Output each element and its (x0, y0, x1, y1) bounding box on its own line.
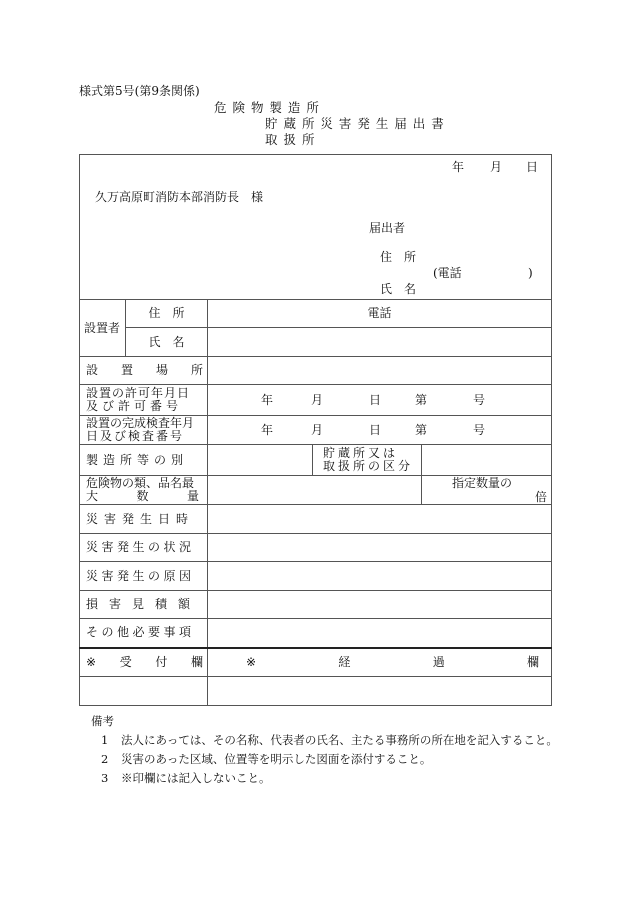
reception-text: ※ 受 付 欄 (86, 654, 203, 669)
addressee: 久万高原町消防本部消防長 様 (95, 190, 264, 204)
storage-division-line2: 取扱所の区分 (323, 459, 414, 473)
progress-mark: ※ (246, 654, 257, 669)
disaster-datetime-label: 災害発生日時 (80, 505, 208, 534)
disaster-cause-field[interactable] (208, 562, 552, 591)
progress-header (208, 648, 552, 677)
other-matters-field[interactable] (208, 619, 552, 648)
facility-type-label: 製造所等の別 (80, 445, 208, 476)
location-text: 設 置 場 所 (86, 363, 203, 377)
inspection-label (80, 416, 208, 445)
notes-section (91, 712, 558, 788)
notifier-name-label: 氏 名 (380, 282, 417, 296)
permit-month: 月 (311, 393, 324, 407)
hazmat-label-line1: 危険物の類、品名最 (86, 476, 195, 490)
inspection-go: 号 (473, 423, 486, 437)
notifier-address-label: 住 所 (380, 250, 417, 264)
other-matters-label: その他必要事項 (80, 619, 208, 648)
permit-label-line2: 及び許可番号 (86, 399, 183, 413)
date-day: 日 (526, 160, 539, 174)
installer-name-field[interactable] (208, 328, 552, 357)
permit-label-line1: 設置の許可年月日 (86, 386, 191, 400)
installer-phone-label: 電話 (367, 306, 392, 320)
installer-name-label: 氏 名 (126, 328, 208, 357)
reception-field[interactable] (80, 677, 208, 706)
permit-no: 第 (415, 393, 428, 407)
permit-day: 日 (369, 393, 382, 407)
permit-year: 年 (261, 393, 274, 407)
permit-label (80, 385, 208, 416)
installer-label: 設置者 (80, 300, 126, 357)
installer-address-field[interactable] (208, 300, 552, 328)
inspection-no: 第 (415, 423, 428, 437)
title-line-1: 危 険 物 製 造 所 (214, 100, 320, 115)
inspection-date-field[interactable] (208, 416, 552, 445)
note-item: 2 災害のあった区域、位置等を明示した図面を添付すること。 (101, 752, 432, 766)
note-item: 1 法人にあっては、その名称、代表者の氏名、主たる事務所の所在地を記入すること。 (101, 733, 558, 747)
date-year: 年 (452, 160, 465, 174)
reception-header (80, 648, 208, 677)
inspection-month: 月 (311, 423, 324, 437)
permit-date-field[interactable] (208, 385, 552, 416)
hazmat-field[interactable] (208, 476, 422, 505)
disaster-situation-label: 災害発生の状況 (80, 534, 208, 562)
damage-estimate-field[interactable] (208, 591, 552, 619)
inspection-label-line2: 日及び検査番号 (86, 429, 185, 443)
progress-field[interactable] (208, 677, 552, 706)
specified-qty-field[interactable] (422, 476, 552, 505)
storage-division-label (313, 445, 422, 476)
inspection-label-line1: 設置の完成検査年月 (86, 416, 195, 430)
notes-heading: 備考 (91, 714, 114, 728)
hazmat-label (80, 476, 208, 505)
damage-estimate-label: 損害見積額 (80, 591, 208, 619)
disaster-datetime-field[interactable] (208, 505, 552, 534)
disaster-cause-label: 災害発生の原因 (80, 562, 208, 591)
permit-go: 号 (473, 393, 486, 407)
progress-text: ※ 経 過 欄 (246, 654, 540, 669)
notifier-phone-label: (電話 (433, 266, 462, 280)
facility-type-field[interactable] (208, 445, 313, 476)
date-month: 月 (490, 160, 503, 174)
times-label: 倍 (535, 490, 548, 504)
top-block (80, 155, 552, 300)
storage-division-field[interactable] (422, 445, 552, 476)
notifier-label: 届出者 (369, 221, 406, 235)
location-field[interactable] (208, 357, 552, 385)
notifier-phone-close: ) (528, 266, 533, 280)
inspection-year: 年 (261, 423, 274, 437)
hazmat-label-line2: 大 数 量 (86, 489, 199, 503)
storage-division-line1: 貯蔵所又は (323, 446, 399, 460)
note-item: 3 ※印欄には記入しないこと。 (101, 771, 271, 785)
installer-address-label: 住 所 (126, 300, 208, 328)
specified-qty-label: 指定数量の (452, 476, 513, 490)
title-line-3: 取 扱 所 (265, 132, 316, 147)
disaster-situation-field[interactable] (208, 534, 552, 562)
title-line-2: 貯 蔵 所 災 害 発 生 届 出 書 (265, 116, 445, 131)
notification-form-table (79, 154, 552, 706)
location-label (80, 357, 208, 385)
form-number: 様式第5号(第9条関係) (79, 84, 200, 98)
inspection-day: 日 (369, 423, 382, 437)
